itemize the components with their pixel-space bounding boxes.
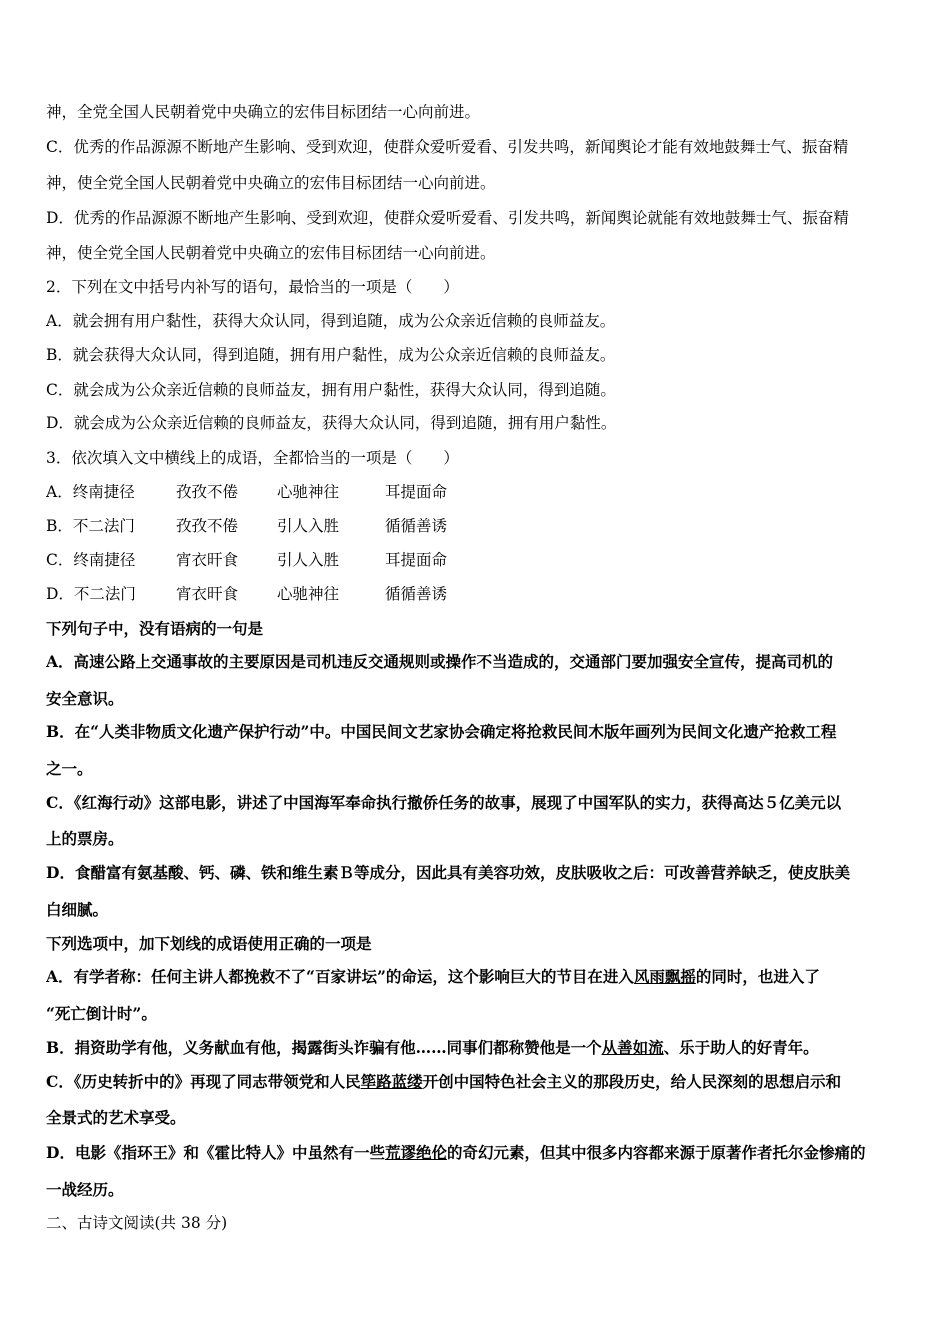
q5-c-text-after: 开创中国特色社会主义的那段历史，给人民深刻的思想启示和 xyxy=(422,1072,842,1091)
q5-option-a-line2: “死亡倒计时”。 xyxy=(46,1004,157,1023)
q3-option-b xyxy=(46,516,908,536)
q3-b-idiom-1: B．不二法门 xyxy=(46,517,135,535)
q3-option-c xyxy=(46,550,908,570)
q3-a-idiom-4: 耳提面命 xyxy=(385,483,448,501)
q3-option-d xyxy=(46,584,908,604)
q2-option-a: A．就会拥有用户黏性，获得大众认同，得到追随，成为公众亲近信赖的良师益友。 xyxy=(46,312,616,330)
q5-d-underlined-idiom: 荒谬绝伦 xyxy=(384,1143,447,1162)
q3-d-idiom-1: D．不二法门 xyxy=(46,585,136,603)
q5-c-text-before: C．《历史转折中的》再现了同志带领党和人民 xyxy=(46,1072,361,1091)
q3-b-idiom-2: 孜孜不倦 xyxy=(176,517,239,535)
prev-option-d-line1: D．优秀的作品源源不断地产生影响、受到欢迎，使群众爱听爱看、引发共鸣，新闻舆论就能有效地鼓舞士气、振奋精 xyxy=(46,209,849,227)
q5-option-a-line1 xyxy=(46,967,908,987)
q5-c-underlined-idiom: 筚路蓝缕 xyxy=(360,1072,423,1091)
q5-b-text-before: B．捐资助学有他，义务献血有他，揭露街头诈骗有他……同事们都称赞他是一个 xyxy=(46,1038,602,1057)
q3-option-a xyxy=(46,482,908,502)
q5-b-text-after: 、乐于助人的好青年。 xyxy=(663,1038,819,1057)
prev-option-c-line2: 神，使全党全国人民朝着党中央确立的宏伟目标团结一心向前进。 xyxy=(46,174,496,192)
q5-a-underlined-idiom: 风雨飘摇 xyxy=(633,967,696,986)
q2-option-d: D．就会成为公众亲近信赖的良师益友，获得大众认同，得到追随，拥有用户黏性。 xyxy=(46,414,617,432)
q5-stem: 下列选项中，加下划线的成语使用正确的一项是 xyxy=(46,934,372,953)
q5-d-text-before: D．电影《指环王》和《霍比特人》中虽然有一些 xyxy=(46,1143,385,1162)
q3-b-idiom-4: 循循善诱 xyxy=(385,517,448,535)
q4-option-d-line1: D．食醋富有氨基酸、钙、磷、铁和维生素Ｂ等成分，因此具有美容功效，皮肤吸收之后：可改善营养缺乏，使皮肤美 xyxy=(46,863,850,882)
q5-option-c-line2: 全景式的艺术享受。 xyxy=(46,1108,186,1127)
q3-c-idiom-2: 宵衣旰食 xyxy=(176,551,239,569)
q5-a-text-after: 的同时，也进入了 xyxy=(695,967,820,986)
q3-c-idiom-3: 引人入胜 xyxy=(277,551,340,569)
q4-option-d-line2: 白细腻。 xyxy=(46,900,109,919)
prev-option-c-line1: C．优秀的作品源源不断地产生影响、受到欢迎，使群众爱听爱看、引发共鸣，新闻舆论才能有效地鼓舞士气、振奋精 xyxy=(46,138,849,156)
q4-option-b-line2: 之一。 xyxy=(46,759,93,778)
q3-a-idiom-3: 心驰神往 xyxy=(277,483,340,501)
section-heading: 二、古诗文阅读(共 38 分) xyxy=(46,1214,228,1232)
q3-a-idiom-2: 孜孜不倦 xyxy=(176,483,239,501)
q3-d-idiom-3: 心驰神往 xyxy=(277,585,340,603)
q5-b-underlined-idiom: 从善如流 xyxy=(601,1038,664,1057)
q3-stem: 3．依次填入文中横线上的成语，全都恰当的一项是（ ） xyxy=(46,449,459,467)
q4-option-c-line1: C．《红海行动》这部电影，讲述了中国海军奉命执行撤侨任务的故事，展现了中国军队的实力，获得高达５亿美元以 xyxy=(46,793,842,812)
q5-d-text-after: 的奇幻元素，但其中很多内容都来源于原著作者托尔金惨痛的 xyxy=(446,1143,866,1162)
q5-a-text-before: A．有学者称：任何主讲人都挽救不了“百家讲坛”的命运，这个影响巨大的节目在进入 xyxy=(46,967,634,986)
q4-option-b-line1: B．在“人类非物质文化遗产保护行动”中。中国民间文艺家协会确定将抢救民间木版年画列为民间文化遗产抢救工程 xyxy=(46,722,837,741)
q5-option-c-line1 xyxy=(46,1072,908,1092)
q3-c-idiom-1: C．终南捷径 xyxy=(46,551,136,569)
q3-c-idiom-4: 耳提面命 xyxy=(385,551,448,569)
prev-option-b-tail: 神，全党全国人民朝着党中央确立的宏伟目标团结一心向前进。 xyxy=(46,103,481,121)
q3-a-idiom-1: A．终南捷径 xyxy=(46,483,135,501)
q2-stem: 2．下列在文中括号内补写的语句，最恰当的一项是（ ） xyxy=(46,278,459,296)
q4-option-c-line2: 上的票房。 xyxy=(46,829,124,848)
q5-option-d-line1 xyxy=(46,1143,908,1163)
q2-option-b: B．就会获得大众认同，得到追随，拥有用户黏性，成为公众亲近信赖的良师益友。 xyxy=(46,346,616,364)
q4-option-a-line1: A．高速公路上交通事故的主要原因是司机违反交通规则或操作不当造成的，交通部门要加强安全宣传，提高司机的 xyxy=(46,652,834,671)
q4-option-a-line2: 安全意识。 xyxy=(46,689,124,708)
q3-d-idiom-2: 宵衣旰食 xyxy=(176,585,239,603)
q2-option-c: C．就会成为公众亲近信赖的良师益友，拥有用户黏性，获得大众认同，得到追随。 xyxy=(46,381,616,399)
q5-option-b xyxy=(46,1038,908,1058)
q5-option-d-line2: 一战经历。 xyxy=(46,1180,124,1199)
q3-b-idiom-3: 引人入胜 xyxy=(277,517,340,535)
q3-d-idiom-4: 循循善诱 xyxy=(385,585,448,603)
q4-stem: 下列句子中，没有语病的一句是 xyxy=(46,619,264,638)
prev-option-d-line2: 神，使全党全国人民朝着党中央确立的宏伟目标团结一心向前进。 xyxy=(46,244,496,262)
